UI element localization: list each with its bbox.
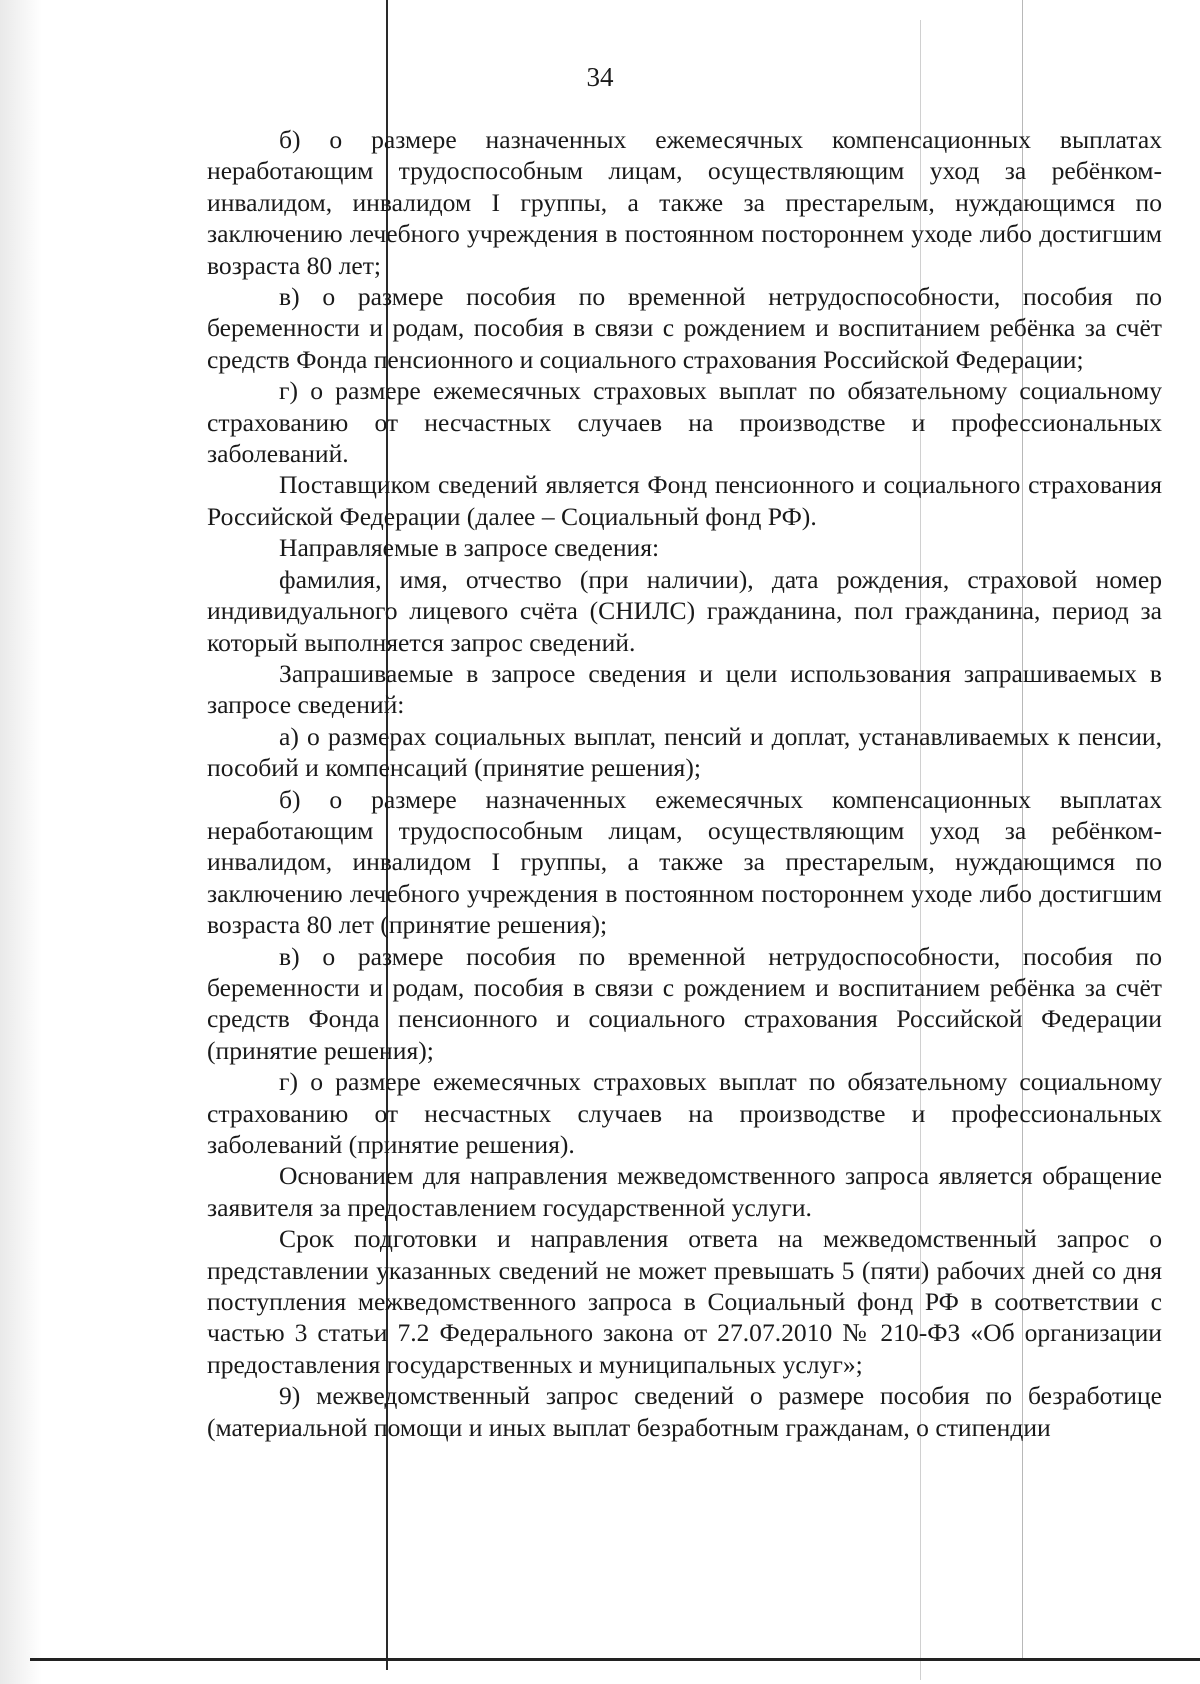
paragraph-provider: Поставщиком сведений является Фонд пенсионного и социального страхования Российской Федерации (далее – Социальный фонд РФ). [207,470,1162,531]
paragraph-sent-data-heading: Направляемые в запросе сведения: [279,533,660,563]
paragraph-item-9: 9) межведомственный запрос сведений о размере пособия по безработице (материальной помощи и иных выплат безработным гражданам, о стипендии [207,1381,1162,1442]
paragraph-v-benefits-decision: в) о размере пособия по временной нетрудоспособности, пособия по беременности и родам, пособия в связи с рождением и воспитанием ребёнка за счёт средств Фонда пенсионного и социального страхования Российской Федерации (принятие решения); [207,941,1162,1065]
document-body [207,124,1162,1443]
paragraph-basis: Основанием для направления межведомственного запроса является обращение заявителя за предоставлением государственной услуги. [207,1161,1162,1222]
page-number: 34 [586,62,614,92]
paragraph-v-benefits: в) о размере пособия по временной нетрудоспособности, пособия по беременности и родам, пособия в связи с рождением и воспитанием ребёнка за счёт средств Фонда пенсионного и социального страхования Российской Федерации; [207,282,1162,374]
paragraph-b-compensation: б) о размере назначенных ежемесячных компенсационных выплатах неработающим трудоспособным лицам, осуществляющим уход за ребёнком-инвалидом, инвалидом I группы, а также за престарелым, нуждающимся по заключению лечебного учреждения в постоянном постороннем уходе либо достигшим возраста 80 лет; [207,125,1162,280]
paragraph-sent-data: фамилия, имя, отчество (при наличии), дата рождения, страховой номер индивидуального лицевого счёта (СНИЛС) гражданина, пол гражданина, период за который выполняется запрос сведений. [207,564,1162,657]
paragraph-a-payments: а) о размерах социальных выплат, пенсий и доплат, устанавливаемых к пенсии, пособий и компенсаций (принятие решения); [207,721,1162,783]
paragraph-g-insurance: г) о размере ежемесячных страховых выплат по обязательному социальному страхованию от несчастных случаев на производстве и профессиональных заболеваний. [207,376,1162,469]
paragraph-b-compensation-decision: б) о размере назначенных ежемесячных компенсационных выплатах неработающим трудоспособным лицам, осуществляющим уход за ребёнком-инвалидом, инвалидом I группы, а также за престарелым, нуждающимся по заключению лечебного учреждения в постоянном постороннем уходе либо достигшим возраста 80 лет (принятие решения); [207,784,1162,940]
scan-edge-shadow [0,0,42,1684]
bottom-rule [30,1658,1200,1661]
paragraph-g-insurance-decision: г) о размере ежемесячных страховых выплат по обязательному социальному страхованию от несчастных случаев на производстве и профессиональных заболеваний (принятие решения). [207,1067,1162,1159]
paragraph-deadline: Срок подготовки и направления ответа на межведомственный запрос о представлении указанных сведений не может превышать 5 (пяти) рабочих дней со дня поступления межведомственного запроса в Социальный фонд РФ в соответствии с частью 3 статьи 7.2 Федерального закона от 27.07.2010 № 210-ФЗ «Об организации предоставления государственных и муниципальных услуг»; [207,1224,1162,1379]
paragraph-requested-data-heading: Запрашиваемые в запросе сведения и цели использования запрашиваемых в запросе сведений: [207,658,1162,720]
